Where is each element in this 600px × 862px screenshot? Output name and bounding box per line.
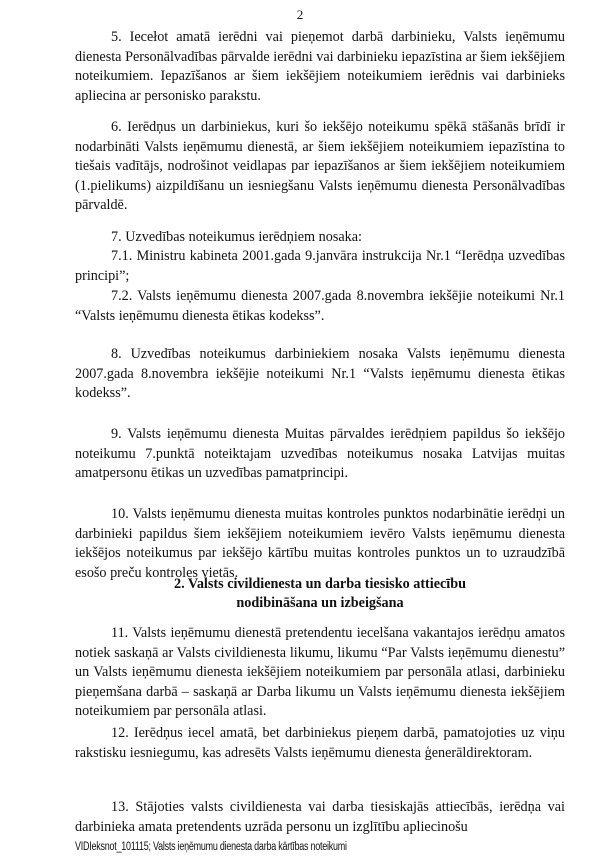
paragraph-7-2: 7.2. Valsts ieņēmumu dienesta 2007.gada 8.novembra iekšējie noteikumi Nr.1 “Valsts ieņēmumu dienesta ētikas kodekss”. (75, 288, 565, 324)
page-number: 2 (296, 7, 304, 22)
footer-text: VIDIeksnot_101115; Valsts ieņēmumu dienesta darba kārtības noteikumi (75, 841, 347, 853)
section-heading-line-1: 2. Valsts civildienesta un darba tiesisko attiecību (173, 576, 467, 592)
paragraph-7: 7. Uzvedības noteikumus ierēdņiem nosaka: (111, 229, 362, 245)
paragraph-9: 9. Valsts ieņēmumu dienesta Muitas pārvaldes ierēdņiem papildus šo iekšējo noteikumu 7.punktā noteiktajam uzvedības noteikumus nosaka Latvijas muitas amatpersonu ētikas un uzvedības pamatprincipi. (75, 426, 565, 482)
paragraph-6: 6. Ierēdņus un darbiniekus, kuri šo iekšējo noteikumu spēkā stāšanās brīdī ir nodarbināti Valsts ieņēmumu dienestā, ar šiem iekšējiem noteikumiem iepazīstina to tiešais vadītājs, nodrošinot veidlapas par iepazīšanos ar šiem iekšējiem noteikumiem (1.pielikums) aizpildīšanu un iesniegšanu Valsts ieņēmumu dienesta Personālvadības pārvaldē. (75, 119, 565, 214)
paragraph-12: 12. Ierēdņus iecel amatā, bet darbiniekus pieņem darbā, pamatojoties uz viņu rakstisku iesniegumu, kas adresēts Valsts ieņēmumu dienesta ģenerāldirektoram. (75, 725, 565, 761)
paragraph-7-1: 7.1. Ministru kabineta 2001.gada 9.janvāra instrukcija Nr.1 “Ierēdņa uzvedības principi”; (75, 248, 565, 284)
paragraph-11: 11. Valsts ieņēmumu dienestā pretendentu iecelšana vakantajos ierēdņu amatos notiek saskaņā ar Valsts civildienesta likumu, likumu “Par Valsts ieņēmumu dienestu” un Valsts ieņēmumu dienesta iekšējiem noteikumiem par personāla atlasi, darbinieku pieņemšana darbā – saskaņā ar Darba likumu un Valsts ieņēmumu dienesta iekšējiem noteikumiem par personāla atlasi. (75, 625, 565, 720)
paragraph-5: 5. Iecełot amatā ierēdni vai pieņemot darbā darbinieku, Valsts ieņēmumu dienesta Personālvadības pārvalde ierēdni vai darbinieku iepazīstina ar šiem iekšējiem noteikumiem. Iepazīšanos ar šiem iekšējiem noteikumiem ierēdnis vai darbinieks apliecina ar personisko parakstu. (75, 29, 565, 104)
section-heading-line-2: nodibināšana un izbeigšana (236, 595, 404, 611)
paragraph-13: 13. Stājoties valsts civildienesta vai darba tiesiskajās attiecībās, ierēdņa vai darbinieka amata pretendents uzrāda personu un izglītību apliecinošu (75, 799, 565, 835)
paragraph-10: 10. Valsts ieņēmumu dienesta muitas kontroles punktos nodarbinātie ierēdņi un darbinieki papildus šiem iekšējiem noteikumiem ievēro Valsts ieņēmumu dienesta iekšējos noteikumus par iekšējo kārtību muitas kontroles punktos un to uzraudzībā esošo preču kontroles vietās. (75, 506, 565, 581)
paragraph-8: 8. Uzvedības noteikumus darbiniekiem nosaka Valsts ieņēmumu dienesta 2007.gada 8.novembra iekšējie noteikumi Nr.1 “Valsts ieņēmumu dienesta ētikas kodekss”. (75, 346, 565, 402)
